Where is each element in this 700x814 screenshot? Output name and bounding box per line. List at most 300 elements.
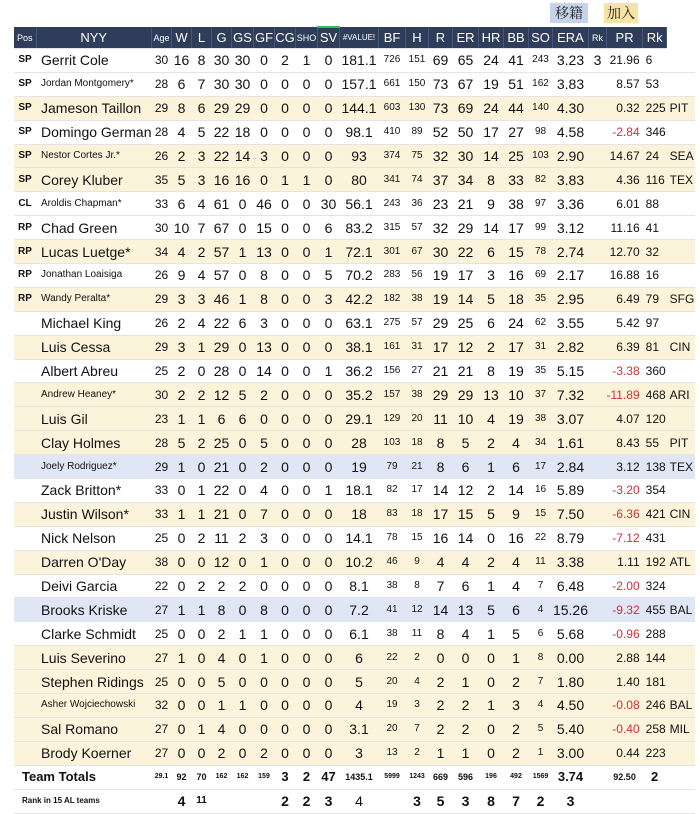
cell-bb: 4 [504,550,529,574]
cell-age: 30 [152,383,172,407]
cell-w: 1 [172,646,192,670]
cell-era: 2.82 [553,335,589,359]
cell-move [667,359,695,383]
cell-cg: 0 [275,359,296,383]
cell-bb: 17 [504,216,529,240]
cell-bb: 3 [504,694,529,718]
cell-bf: 243 [379,192,406,216]
cell-sho: 0 [296,574,318,598]
cell-bb: 24 [504,311,529,335]
cell-prrk: 223 [643,741,667,765]
cell-g: 22 [212,311,232,335]
cell-pr: -9.32 [607,598,643,622]
cell-pr: 8.43 [607,431,643,455]
cell-val: 4 [340,694,379,718]
cell-gs: 1 [232,240,254,264]
cell-erark [589,192,607,216]
totals-hr: 196 [479,765,504,789]
col-gf[interactable]: GF [254,27,275,49]
cell-cg: 0 [275,502,296,526]
col-era[interactable]: ERA [553,27,589,49]
cell-move: ATL [667,550,695,574]
cell-name: Deivi Garcia [36,574,152,598]
cell-h: 67 [406,240,429,264]
cell-gf: 0 [254,574,275,598]
cell-prrk: 246 [643,694,667,718]
cell-sv: 6 [318,216,340,240]
table-row [14,694,695,718]
cell-sv: 0 [318,694,340,718]
col-pos[interactable]: Pos [14,27,36,49]
cell-age: 25 [152,670,172,694]
totals-gf: 159 [254,765,275,789]
cell-val: 3 [340,741,379,765]
cell-hr: 6 [479,311,504,335]
cell-er: 4 [453,622,479,646]
cell-cg: 0 [275,120,296,144]
col-move [667,27,695,49]
cell-bf: 79 [379,455,406,479]
col-bb[interactable]: BB [504,27,529,49]
col-h[interactable]: H [406,27,429,49]
cell-cg: 0 [275,407,296,431]
cell-er: 1 [453,741,479,765]
cell-move [667,670,695,694]
cell-gf: 0 [254,120,275,144]
cell-so: 22 [529,526,553,550]
cell-move [667,622,695,646]
cell-h: 150 [406,72,429,96]
cell-erark [589,646,607,670]
col-r[interactable]: R [429,27,453,49]
cell-so: 7 [529,574,553,598]
cell-pr: 6.01 [607,192,643,216]
cell-era: 3.12 [553,216,589,240]
cell-so: 35 [529,287,553,311]
cell-er: 1 [453,670,479,694]
cell-hr: 1 [479,455,504,479]
cell-pr: 6.49 [607,287,643,311]
cell-sho: 0 [296,311,318,335]
cell-age: 34 [152,240,172,264]
cell-prrk: 431 [643,526,667,550]
cell-gf: 8 [254,264,275,288]
cell-pos: SP [14,144,36,168]
cell-cg: 0 [275,335,296,359]
totals-pr-rank: 2 [643,765,667,789]
cell-gf: 1 [254,622,275,646]
cell-hr: 6 [479,240,504,264]
cell-cg: 0 [275,216,296,240]
cell-sv: 0 [318,455,340,479]
cell-move [667,646,695,670]
col-gs[interactable]: GS [232,27,254,49]
cell-era: 4.50 [553,694,589,718]
table-row [14,96,695,120]
cell-bf: 341 [379,168,406,192]
cell-bb: 27 [504,120,529,144]
cell-erark [589,216,607,240]
cell-g: 6 [212,407,232,431]
cell-bf: 156 [379,359,406,383]
cell-erark [589,96,607,120]
cell-pr: 5.42 [607,311,643,335]
cell-sv: 0 [318,622,340,646]
cell-name: Corey Kluber [36,168,152,192]
cell-hr: 1 [479,574,504,598]
cell-era: 3.07 [553,407,589,431]
cell-era: 6.48 [553,574,589,598]
cell-val: 144.1 [340,96,379,120]
cell-move: BAL [667,598,695,622]
cell-pos [14,455,36,479]
cell-sv: 0 [318,598,340,622]
col-sho[interactable]: SHO [296,27,318,49]
cell-sv: 0 [318,502,340,526]
cell-age: 27 [152,646,172,670]
cell-val: 28 [340,431,379,455]
cell-era: 3.38 [553,550,589,574]
cell-r: 32 [429,144,453,168]
cell-erark [589,168,607,192]
cell-cg: 0 [275,455,296,479]
cell-era: 5.68 [553,622,589,646]
cell-w: 4 [172,120,192,144]
cell-g: 28 [212,359,232,383]
cell-bb: 9 [504,502,529,526]
cell-age: 32 [152,694,172,718]
cell-so: 4 [529,694,553,718]
cell-cg: 0 [275,383,296,407]
cell-g: 22 [212,479,232,503]
cell-sho: 0 [296,216,318,240]
cell-bf: 315 [379,216,406,240]
cell-val: 56.1 [340,192,379,216]
cell-h: 31 [406,335,429,359]
cell-bb: 2 [504,717,529,741]
cell-val: 181.1 [340,49,379,73]
cell-so: 97 [529,192,553,216]
cell-w: 0 [172,741,192,765]
player-rows [14,49,695,766]
col-so[interactable]: SO [529,27,553,49]
cell-sv: 1 [318,479,340,503]
cell-bf: 161 [379,335,406,359]
rank-bb: 7 [504,789,529,813]
cell-gf: 13 [254,335,275,359]
cell-cg: 0 [275,550,296,574]
cell-pos [14,431,36,455]
cell-val: 8.1 [340,574,379,598]
cell-pr: 8.57 [607,72,643,96]
cell-hr: 2 [479,550,504,574]
cell-g: 67 [212,216,232,240]
cell-gs: 0 [232,192,254,216]
cell-l: 2 [192,431,212,455]
cell-val: 70.2 [340,264,379,288]
cell-pos [14,359,36,383]
cell-bf: 38 [379,574,406,598]
cell-er: 21 [453,359,479,383]
cell-move: PIT [667,431,695,455]
cell-r: 17 [429,335,453,359]
cell-move: SFG [667,287,695,311]
cell-age: 35 [152,168,172,192]
cell-move [667,264,695,288]
table-row [14,741,695,765]
table-row [14,622,695,646]
cell-gf: 0 [254,72,275,96]
cell-w: 0 [172,670,192,694]
cell-l: 3 [192,144,212,168]
cell-w: 4 [172,240,192,264]
cell-h: 7 [406,717,429,741]
cell-name: Sal Romano [36,717,152,741]
col-hr[interactable]: HR [479,27,504,49]
cell-move [667,407,695,431]
cell-l: 2 [192,526,212,550]
col-pr-rank[interactable]: Rk [643,27,667,49]
cell-so: 162 [529,72,553,96]
cell-val: 98.1 [340,120,379,144]
cell-era: 3.55 [553,311,589,335]
cell-l: 0 [192,646,212,670]
col-er[interactable]: ER [453,27,479,49]
rank-gs [232,789,254,813]
cell-r: 19 [429,264,453,288]
cell-name: Clarke Schmidt [36,622,152,646]
cell-gs: 0 [232,335,254,359]
cell-r: 14 [429,598,453,622]
cell-so: 99 [529,216,553,240]
cell-l: 1 [192,598,212,622]
col-l[interactable]: L [192,27,212,49]
col-bf[interactable]: BF [379,27,406,49]
cell-sho: 0 [296,694,318,718]
cell-g: 57 [212,264,232,288]
cell-sv: 0 [318,49,340,73]
cell-l: 0 [192,455,212,479]
table-row [14,120,695,144]
col-pr[interactable]: PR [607,27,643,49]
cell-move [667,240,695,264]
cell-val: 18.1 [340,479,379,503]
cell-sho: 0 [296,622,318,646]
cell-cg: 0 [275,717,296,741]
cell-move: CIN [667,335,695,359]
cell-l: 2 [192,383,212,407]
cell-move [667,311,695,335]
col-era-rank[interactable]: Rk [589,27,607,49]
cell-age: 28 [152,120,172,144]
cell-val: 38.1 [340,335,379,359]
cell-cg: 0 [275,526,296,550]
cell-era: 5.40 [553,717,589,741]
cell-pr: 4.07 [607,407,643,431]
cell-pr: 4.36 [607,168,643,192]
summary-rows [14,765,695,813]
cell-name: Jordan Montgomery* [36,72,152,96]
totals-sho: 2 [296,765,318,789]
cell-so: 1 [529,741,553,765]
cell-era: 3.83 [553,168,589,192]
cell-era: 0.00 [553,646,589,670]
cell-cg: 0 [275,96,296,120]
cell-l: 6 [192,96,212,120]
rank-era-rank [589,789,607,813]
cell-erark [589,120,607,144]
cell-bb: 16 [504,264,529,288]
cell-r: 69 [429,49,453,73]
cell-gs: 0 [232,717,254,741]
totals-w: 92 [172,765,192,789]
cell-bf: 129 [379,407,406,431]
cell-hr: 5 [479,502,504,526]
cell-h: 57 [406,216,429,240]
cell-sho: 0 [296,264,318,288]
cell-val: 36.2 [340,359,379,383]
cell-so: 16 [529,479,553,503]
cell-cg: 0 [275,72,296,96]
totals-pr: 92.50 [607,765,643,789]
cell-sho: 0 [296,550,318,574]
cell-val: 5 [340,670,379,694]
cell-hr: 13 [479,383,504,407]
cell-h: 74 [406,168,429,192]
cell-pr: -3.38 [607,359,643,383]
cell-hr: 0 [479,526,504,550]
cell-val: 72.1 [340,240,379,264]
col-sv[interactable]: SV [318,27,340,49]
cell-sv: 0 [318,646,340,670]
table-row [14,407,695,431]
cell-g: 29 [212,335,232,359]
cell-sv: 0 [318,96,340,120]
rank-so: 2 [529,789,553,813]
cell-era: 3.23 [553,49,589,73]
cell-cg: 0 [275,311,296,335]
cell-era: 2.95 [553,287,589,311]
cell-er: 30 [453,144,479,168]
cell-sho: 0 [296,431,318,455]
cell-hr: 5 [479,598,504,622]
cell-gs: 6 [232,407,254,431]
cell-er: 5 [453,431,479,455]
cell-val: 63.1 [340,311,379,335]
cell-move: BAL [667,694,695,718]
cell-erark [589,144,607,168]
cell-name: Brody Koerner [36,741,152,765]
cell-w: 16 [172,49,192,73]
cell-val: 6 [340,646,379,670]
cell-bf: 22 [379,646,406,670]
cell-w: 6 [172,192,192,216]
cell-sho: 0 [296,383,318,407]
cell-erark [589,264,607,288]
cell-er: 0 [453,646,479,670]
cell-gs: 0 [232,359,254,383]
col-w[interactable]: W [172,27,192,49]
cell-cg: 0 [275,598,296,622]
cell-l: 0 [192,694,212,718]
cell-pr: 12.70 [607,240,643,264]
cell-sv: 0 [318,717,340,741]
cell-val: 3.1 [340,717,379,741]
cell-w: 0 [172,550,192,574]
cell-cg: 0 [275,479,296,503]
cell-gf: 4 [254,479,275,503]
col-value[interactable]: #VALUE! [340,27,379,49]
table-row [14,335,695,359]
cell-sv: 5 [318,264,340,288]
al-rank-row [14,789,695,813]
cell-cg: 0 [275,694,296,718]
cell-so: 8 [529,646,553,670]
totals-bf: 5999 [379,765,406,789]
col-team[interactable]: NYY [36,27,152,49]
cell-bf: 726 [379,49,406,73]
cell-prrk: 192 [643,550,667,574]
cell-er: 25 [453,311,479,335]
cell-pos [14,670,36,694]
cell-era: 5.15 [553,359,589,383]
cell-bb: 25 [504,144,529,168]
cell-pr: 0.44 [607,741,643,765]
table-row [14,502,695,526]
cell-val: 157.1 [340,72,379,96]
cell-g: 4 [212,717,232,741]
cell-l: 1 [192,335,212,359]
col-cg[interactable]: CG [275,27,296,49]
table-row [14,287,695,311]
cell-pos: RP [14,216,36,240]
cell-sho: 0 [296,646,318,670]
cell-move [667,49,695,73]
cell-era: 3.36 [553,192,589,216]
cell-h: 11 [406,622,429,646]
cell-sv: 0 [318,72,340,96]
cell-er: 4 [453,550,479,574]
cell-w: 5 [172,168,192,192]
cell-sv: 0 [318,431,340,455]
cell-so: 34 [529,431,553,455]
cell-bf: 46 [379,550,406,574]
cell-cg: 0 [275,431,296,455]
cell-h: 36 [406,192,429,216]
cell-cg: 0 [275,192,296,216]
cell-val: 83.2 [340,216,379,240]
col-g[interactable]: G [212,27,232,49]
cell-l: 1 [192,407,212,431]
cell-gs: 0 [232,550,254,574]
col-age[interactable]: Age [152,27,172,49]
cell-er: 6 [453,455,479,479]
table-row [14,72,695,96]
cell-era: 4.30 [553,96,589,120]
cell-move [667,72,695,96]
cell-sv: 0 [318,168,340,192]
cell-move [667,479,695,503]
cell-erark [589,741,607,765]
cell-prrk: 24 [643,144,667,168]
cell-w: 3 [172,335,192,359]
cell-l: 3 [192,287,212,311]
cell-er: 12 [453,335,479,359]
cell-sho: 0 [296,120,318,144]
cell-so: 31 [529,335,553,359]
table-row [14,49,695,73]
cell-pos [14,717,36,741]
